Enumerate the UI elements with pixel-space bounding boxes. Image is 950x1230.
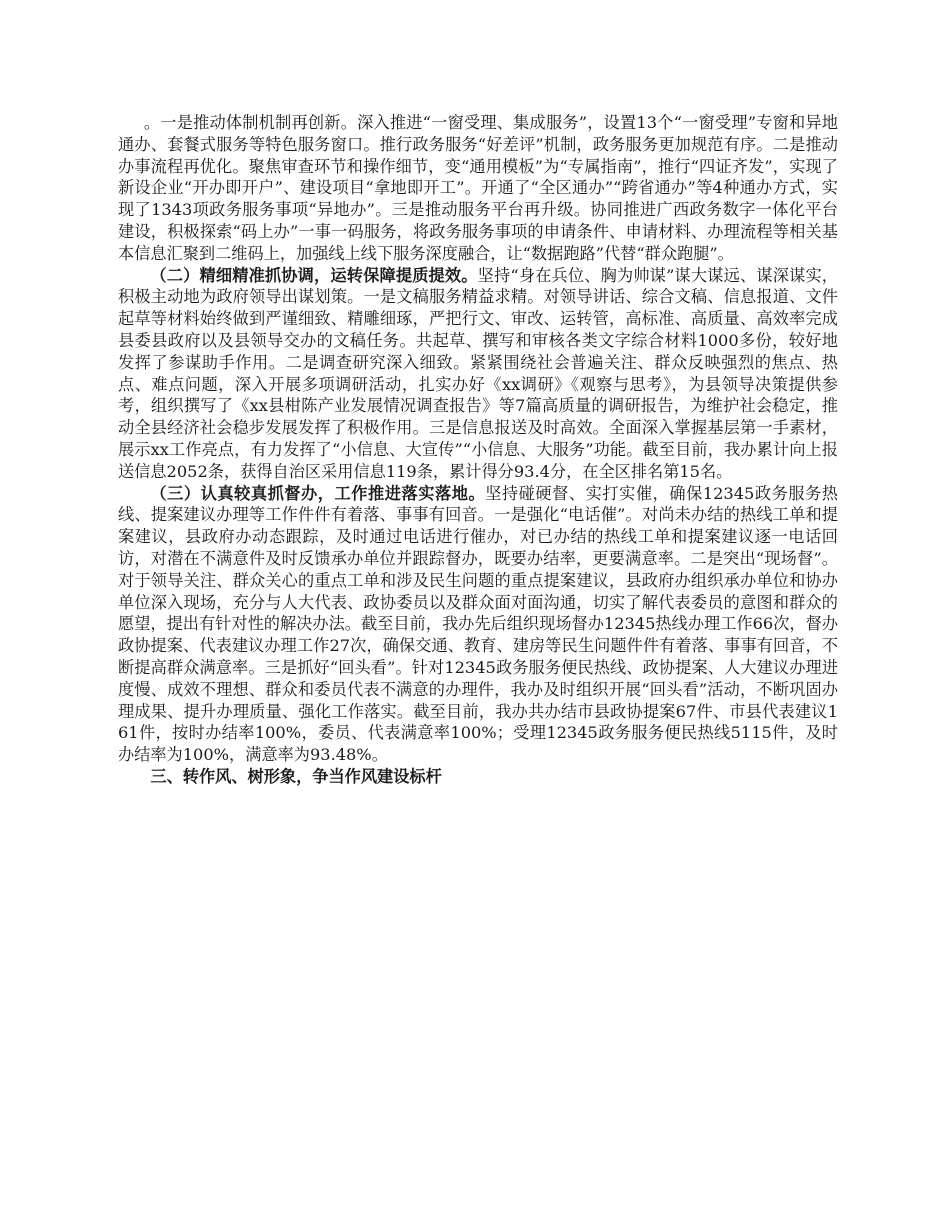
paragraph-text: 。一是推动体制机制再创新。深入推进“一窗受理、集成服务”，设置13个“一窗受理”专窗和异地通办、套餐式服务等特色服务窗口。推行政务服务“好差评”机制，政务服务更加规范有序。二是推动办事流程再优化。聚焦审查环节和操作细节，变“通用模板”为“专属指南”，推行“四证齐发”，实现了新设企业“开办即开户”、建设项目“拿地即开工”。开通了“全区通办”“跨省通办”等4种通办方式，实现了1343项政务服务事项“异地办”。三是推动服务平台再升级。协同推进广西政务数字一体化平台建设，积极探索“码上办”一事一码服务，将政务服务事项的申请条件、申请材料、办理流程等相关基本信息汇聚到二维码上，加强线上线下服务深度融合，让“数据跑路”代替“群众跑腿”。: [118, 113, 838, 263]
paragraph-lead: （二）精细精准抓协调，运转保障提质提效。: [150, 265, 478, 285]
paragraph-text: 坚持“身在兵位、胸为帅谋”谋大谋远、谋深谋实，积极主动地为政府领导出谋划策。一是文稿服务精益求精。对领导讲话、综合文稿、信息报道、文件起草等材料始终做到严谨细致、精雕细琢，严把行文、审改、运转管，高标准、高质量、高效率完成县委县政府以及县领导交办的文稿任务。共起草、撰写和审核各类文字综合材料1000多份，较好地发挥了参谋助手作用。二是调查研究深入细致。紧紧围绕社会普遍关注、群众反映强烈的焦点、热点、难点问题，深入开展多项调研活动，扎实办好《xx调研》《观察与思考》，为县领导决策提供参考，组织撰写了《xx县柑陈产业发展情况调查报告》等7篇高质量的调研报告，为维护社会稳定，推动全县经济社会稳步发展发挥了积极作用。三是信息报送及时高效。全面深入掌握基层第一手素材，展示xx工作亮点，有力发挥了“小信息、大宣传”“小信息、大服务”功能。截至目前，我办累计向上报送信息2052条，获得自治区采用信息119条，累计得分93.4分，在全区排名第15名。: [118, 265, 838, 481]
paragraph-text: 坚持碰硬督、实打实催，确保12345政务服务热线、提案建议办理等工作件件有着落、事事有回音。一是强化“电话催”。对尚未办结的热线工单和提案建议，县政府办动态跟踪，及时通过电话进行催办，对已办结的热线工单和提案建议逐一电话回访，对潜在不满意件及时反馈承办单位并跟踪督办，既要办结率，更要满意率。二是突出“现场督”。对于领导关注、群众关心的重点工单和涉及民生问题的重点提案建议，县政府办组织承办单位和协办单位深入现场，充分与人大代表、政协委员以及群众面对面沟通，切实了解代表委员的意图和群众的愿望，提出有针对性的解决办法。截至目前，我办先后组织现场督办12345热线办理工作66次，督办政协提案、代表建议办理工作27次，确保交通、教育、建房等民生问题件件有着落、事事有回音，不断提高群众满意率。三是抓好“回头看”。针对12345政务服务便民热线、政协提案、人大建议办理进度慢、成效不理想、群众和委员代表不满意的办理件，我办及时组织开展“回头看”活动，不断巩固办理成果、提升办理质量、强化工作落实。截至目前，我办共办结市县政协提案67件、市县代表建议161件，按时办结率100%，委员、代表满意率100%；受理12345政务服务便民热线5115件，及时办结率为100%，满意率为93.48%。: [118, 483, 838, 765]
paragraph-supervision: [118, 483, 838, 766]
document-body: [118, 112, 838, 788]
paragraph-lead: （三）认真较真抓督办，工作推进落实落地。: [150, 483, 486, 503]
paragraph-service-reform: [118, 112, 838, 265]
paragraph-coordination: [118, 265, 838, 483]
section-heading: 三、转作风、树形象，争当作风建设标杆: [150, 766, 442, 786]
